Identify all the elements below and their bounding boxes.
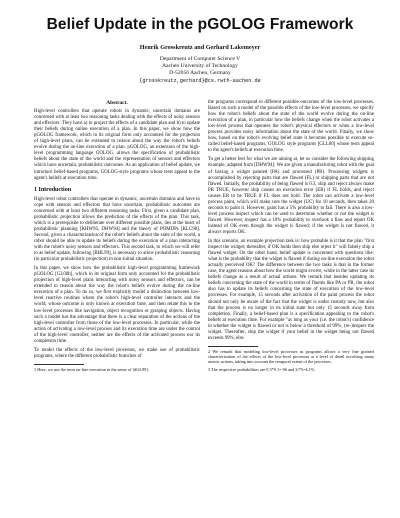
body-paragraph-2: To get a better feel for what we are aiming at, let us consider the following shipping example, adapted from [DHW94]: We are given a manufacturing robot with the goal of having a widget painted (PA) and processed (PR). Processing widgets is accomplished by rejecting parts that are flawed (FL) or shipping parts that are not flawed. Initially, the probability of being flawed is 0.3, ship and reject always make PR TRUE, however ship causes an execution error (ER) if FL holds, and reject causes ER to be TRUE if FL does not hold. The robot can activate a low-level process paint, which will make sure the widget (UC) for 10 seconds, then takes 20 seconds to paint it. However, paint has a 5% probability to fail. There is also a low-level process inspect which can be used to determine whether or not the widget is flawed. However, inspect has a 10% probability to overlook a flaw and report OK instead of OK even though the widget is flawed; if the widget is not flawed, it always reports OK. <box>208 157 374 235</box>
footnote-rule <box>34 364 84 365</box>
footnote-3: 3 The respective probabilities are 0.3*0.1=.96 and 3/75=4.1%. <box>208 367 316 373</box>
abstract-text: High-level controllers that operate robots in dynamic, uncertain domains are concerned with at least two reasoning tasks dealing with the effects of noisy sensors and effectors: They have a) to project the effects of a candidate plan and b) to update their beliefs during online execution of a plan. In this paper, we show how the pGOLOG framework, which in its original form only accounted for the projection of high-level plans, can be extended to reason about the way the robot's beliefs evolve during the on-line execution of a plan. pGOLOG, an extension of the high-level programming language GOLOG, allows the specification of probabilistic beliefs about the state of the world and the representation of sensors and effectors which have uncertain, probabilistic outcomes. As an application of belief update, we introduce belief-based programs, GOLOG-style programs whose tests appeal to the agent's beliefs at execution time. <box>34 109 200 181</box>
footnote-1: 1 Here, we use the term on-line execution in the sense of [dGL99]. <box>34 366 149 372</box>
intro-paragraph-1: High-level robot controllers that operate in dynamic, uncertain domains and have to cope with sensors and effectors that have uncertain, probabilistic outcomes are concerned with at least two different reasoning tasks. First, given a candidate plan, probabilistic projection allows the prediction of the effects of the plan. This task, which is a prerequisite to deliberate over different possible plans, lies at the heart of probabilistic planning [KHW95, DHW94] and the theory of POMDPs [KLC98]. Second, given a characterization of the robot's beliefs about the state of the world, a robot should be able to update its beliefs during the execution of a plan interacting with the robot's noisy sensors and effectors. This second task, to which we will refer to as belief update, following [BHL99], is necessary to allow probabilistic reasoning (in particular probabilistic projection) in non-initial situation. <box>34 196 200 263</box>
section-heading-introduction: 1 Introduction <box>34 186 72 193</box>
affiliation-block <box>0 56 400 85</box>
affiliation-department: Department of Computer Science V <box>159 56 241 62</box>
left-column <box>34 100 200 375</box>
body-paragraph-3: In this scenario, an example projection task is: how probable is it that the plan "first inspect the widget; thereafter, if OK holds then ship else reject it" will falsely ship a flawed widget. On the other hand, belief update is concerned with questions like: what is the probability that the widget is flawed if during on-line execution the robot actually perceived OK? The difference between the two tasks is that in the former case, the agent reasons about how the world might evolve, while in the latter case its beliefs change as a result of actual actions. We remark that besides updating its beliefs concerning the state of the world in terms of fluents like PA or PR, the robot also has to update its beliefs concerning the state of execution of the low-level processes. For example, 15 seconds after activation of the paint process the robot should not only be aware of the fact that the widget is under custody now, but also that the process is no longer in its initial state but only 15 seconds away from completion. Finally, a belief-based plan is a specification appealing to the robot's beliefs at execution time. For example "as long as your (i.e. the robot's) confidence in whether the widget is flawed or not is below a threshold of 99%, (re-)inspect the widget. Thereafter, ship the widget if your belief in the widget being not flawed exceeds 99%, else <box>208 239 374 341</box>
affiliation-university: Aachen University of Technology <box>162 63 238 70</box>
author-email: {grosskreutz,gerhard}@cs.rwth-aachen.de <box>139 77 261 84</box>
footnote-rule-right <box>208 346 258 347</box>
intro-paragraph-3: To model the effects of the low-level processes, we make use of probabilistic programs, where the different probabilistic branches of <box>34 347 200 359</box>
right-column <box>208 100 374 376</box>
affiliation-city: D-52056 Aachen, Germany <box>169 70 231 77</box>
intro-paragraph-2: In this paper, we show how the probabilistic high-level programming framework pGOLOG [GL00b], which in its original form only accounted for the probabilistic projection of high-level plans interacting with noisy sensors and effectors, can be extended to reason about the way the robot's beliefs evolve during the on-line execution of a plan. To do so, we first explicitly model a distinction between low-level reactive routines where the robot's high-level controller interacts and the world, whose outcome is only known at execution time, and then relate this to the low-level processes like navigation, object recognition or grasping objects. Having such a model has the advantage that there is a clear separation of the actions of the high-level controller from those of the low-level processes. In particular, while the action of activating a low-level process and its execution time are under the control of the high-level controller, neither are the effects of the activated process nor its completion time. <box>34 266 200 344</box>
paper-authors: Henrik Grosskreutz and Gerhard Lakemeyer <box>139 44 261 51</box>
body-paragraph-1: the programs correspond to different possible outcomes of the low-level processes. Based on such a model of the possible effects of the low-level processes, we specify how the robot's beliefs about the state of the world evolve during the on-line execution of a plan, in particular how the beliefs change when the robot activates a low-level process that operates the robot's physical effectors or when a low-level process provides noisy information about the state of the world. Finally, we show how, based on the robot's evolving belief state it becomes possible to execute so-called belief-based programs, GOLOG style programs [GLL00] whose tests appeal to the agent's beliefs at execution time. <box>208 100 374 154</box>
footnote-2: 2 We remark that modeling low-level processes as programs allows a very fine grained characterization of the effects of the low-level processes at a level of detail involving many atomic actions, taking into account the temporal extent of the processes. <box>208 348 374 365</box>
abstract-heading: Abstract. <box>106 100 128 106</box>
paper-title: Belief Update in the pGOLOG Framework <box>46 16 354 33</box>
